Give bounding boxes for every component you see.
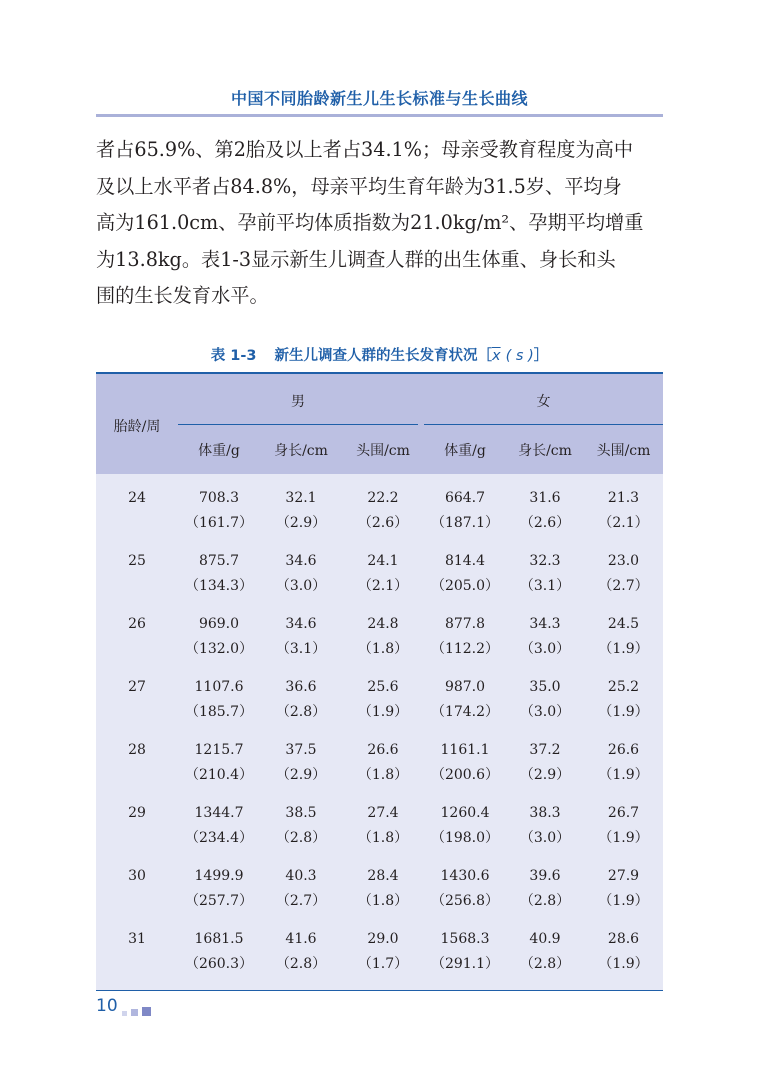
value-cell: 40.3 [285,868,317,884]
sd-cell: （2.9） [275,767,327,783]
table-row [96,923,663,986]
age-cell: 26 [128,616,146,632]
sd-cell: （260.3） [184,956,254,972]
sd-cell: （1.8） [357,830,409,846]
value-cell: 1107.6 [194,679,244,695]
body-line: 围的生长发育水平。 [96,284,269,307]
sd-cell: （3.0） [519,641,571,657]
col-header: 头围/cm [356,443,410,459]
sd-cell: （1.9） [598,704,649,720]
value-cell: 34.6 [285,616,317,632]
sd-cell: （1.7） [357,956,409,972]
value-cell: 1260.4 [440,805,490,821]
table-header [96,372,663,474]
table-caption [96,344,663,365]
sd-cell: （2.8） [275,704,327,720]
body-paragraph [96,132,668,315]
value-cell: 987.0 [444,679,486,695]
sd-cell: （3.0） [519,830,571,846]
sd-cell: （1.9） [357,704,409,720]
sd-cell: （2.7） [598,578,649,594]
value-cell: 969.0 [198,616,240,632]
value-cell: 27.9 [607,868,640,884]
age-cell: 25 [128,553,146,569]
table-row [96,545,663,608]
table-row [96,608,663,671]
sd-cell: （1.8） [357,767,409,783]
value-cell: 38.5 [285,805,317,821]
value-cell: 1161.1 [440,742,490,758]
age-cell: 29 [128,805,146,821]
body-line: 高为161.0cm、孕前平均体质指数为21.0kg/m²、孕期平均增重 [96,211,644,234]
sd-cell: （200.6） [430,767,500,783]
sd-cell: （2.9） [275,515,327,531]
age-cell: 31 [128,931,146,947]
value-cell: 21.3 [607,490,640,506]
value-cell: 25.6 [367,679,399,695]
caption-close: ］ [533,348,549,364]
sd-cell: （256.8） [430,893,500,909]
value-cell: 31.6 [529,490,561,506]
body-line: 及以上水平者占84.8%，母亲平均生育年龄为31.5岁、平均身 [96,174,622,198]
folio-square [122,1011,127,1016]
value-cell: 34.3 [529,616,561,632]
value-cell: 39.6 [529,868,561,884]
sd-cell: （205.0） [430,578,500,594]
value-cell: 40.9 [529,931,561,947]
value-cell: 26.7 [607,805,640,821]
value-cell: 24.1 [367,553,399,569]
sd-cell: （161.7） [184,515,254,531]
sd-cell: （2.8） [275,956,327,972]
sd-cell: （3.0） [519,704,571,720]
caption-title: 新生儿调查人群的生长发育状况 [274,348,478,364]
age-cell: 30 [128,868,146,884]
value-cell: 27.4 [367,805,399,821]
value-cell: 35.0 [529,679,561,695]
sd-cell: （198.0） [430,830,500,846]
value-cell: 37.5 [285,742,317,758]
sd-cell: （257.7） [184,893,254,909]
sd-cell: （291.1） [430,956,500,972]
col-header: 体重/g [444,443,486,459]
sd-cell: （2.7） [275,893,327,909]
value-cell: 1681.5 [194,931,244,947]
col-header: 体重/g [198,443,240,459]
value-cell: 708.3 [198,490,240,506]
sd-cell: （1.8） [357,641,409,657]
sd-cell: （2.8） [519,893,571,909]
value-cell: 36.6 [285,679,317,695]
age-cell: 24 [128,490,146,506]
sd-cell: （1.9） [598,893,649,909]
value-cell: 32.1 [285,490,317,506]
col-header: 身长/cm [274,443,328,459]
table-row [96,860,663,923]
sd-cell: （3.0） [275,578,327,594]
sd-cell: （2.9） [519,767,571,783]
sd-cell: （1.8） [357,893,409,909]
value-cell: 664.7 [444,490,486,506]
value-cell: 24.8 [367,616,399,632]
group-male: 男 [291,394,305,410]
table-row [96,734,663,797]
row-header: 胎龄/周 [113,419,161,435]
sd-cell: （2.6） [357,515,409,531]
value-cell: 28.6 [607,931,640,947]
sd-cell: （134.3） [184,578,254,594]
body-line: 者占65.9%、第2胎及以上者占34.1%；母亲受教育程度为高中 [96,138,634,161]
value-cell: 25.2 [607,679,640,695]
value-cell: 32.3 [529,553,561,569]
caption-label: 表 1-3 [210,348,257,364]
sd-cell: （112.2） [430,641,500,657]
sd-cell: （1.9） [598,830,649,846]
sd-cell: （2.8） [275,830,327,846]
value-cell: 1568.3 [440,931,490,947]
folio-square [142,1007,151,1016]
caption-open: ［ [477,348,492,364]
group-rule-female [424,424,663,425]
value-cell: 29.0 [367,931,399,947]
value-cell: 34.6 [285,553,317,569]
age-cell: 27 [128,679,146,695]
sd-cell: （3.1） [275,641,327,657]
value-cell: 877.8 [444,616,486,632]
sd-cell: （185.7） [184,704,254,720]
value-cell: 1430.6 [440,868,490,884]
sd-cell: （174.2） [430,704,500,720]
sd-cell: （1.9） [598,956,649,972]
sd-cell: （187.1） [430,515,500,531]
value-cell: 1499.9 [194,868,244,884]
value-cell: 37.2 [529,742,561,758]
value-cell: 41.6 [285,931,317,947]
sd-cell: （132.0） [184,641,254,657]
body-line: 为13.8kg。表1-3显示新生儿调查人群的出生体重、身长和头 [96,247,616,271]
table-row [96,797,663,860]
sd-cell: （2.1） [357,578,409,594]
value-cell: 24.5 [607,616,640,632]
sd-cell: （3.1） [519,578,571,594]
running-head: 中国不同胎龄新生儿生长标准与生长曲线 [230,89,528,108]
value-cell: 1344.7 [194,805,244,821]
sd-cell: （1.9） [598,767,649,783]
age-cell: 28 [128,742,146,758]
col-header: 头围/cm [596,443,651,459]
value-cell: 814.4 [444,553,486,569]
growth-table [96,372,663,991]
group-rule-male [178,424,418,425]
sd-cell: （1.9） [598,641,649,657]
table-row [96,482,663,545]
sd-cell: （2.1） [598,515,649,531]
group-female: 女 [536,394,551,410]
value-cell: 22.2 [367,490,399,506]
page-number: 10 [96,996,118,1016]
value-cell: 38.3 [529,805,561,821]
value-cell: 26.6 [607,742,640,758]
value-cell: 28.4 [367,868,399,884]
value-cell: 1215.7 [194,742,244,758]
col-header: 身长/cm [518,443,572,459]
mean-symbol: $\overline{x}$ [492,348,501,364]
sd-cell: （2.6） [519,515,571,531]
table-body [96,474,663,991]
sd-symbol: ( s ) [505,348,534,364]
sd-cell: （2.8） [519,956,571,972]
sd-cell: （234.4） [184,830,254,846]
sd-cell: （210.4） [184,767,254,783]
folio-square [131,1009,138,1016]
value-cell: 23.0 [607,553,640,569]
header-rule [96,114,663,117]
value-cell: 875.7 [198,553,240,569]
table-row [96,671,663,734]
value-cell: 26.6 [367,742,399,758]
